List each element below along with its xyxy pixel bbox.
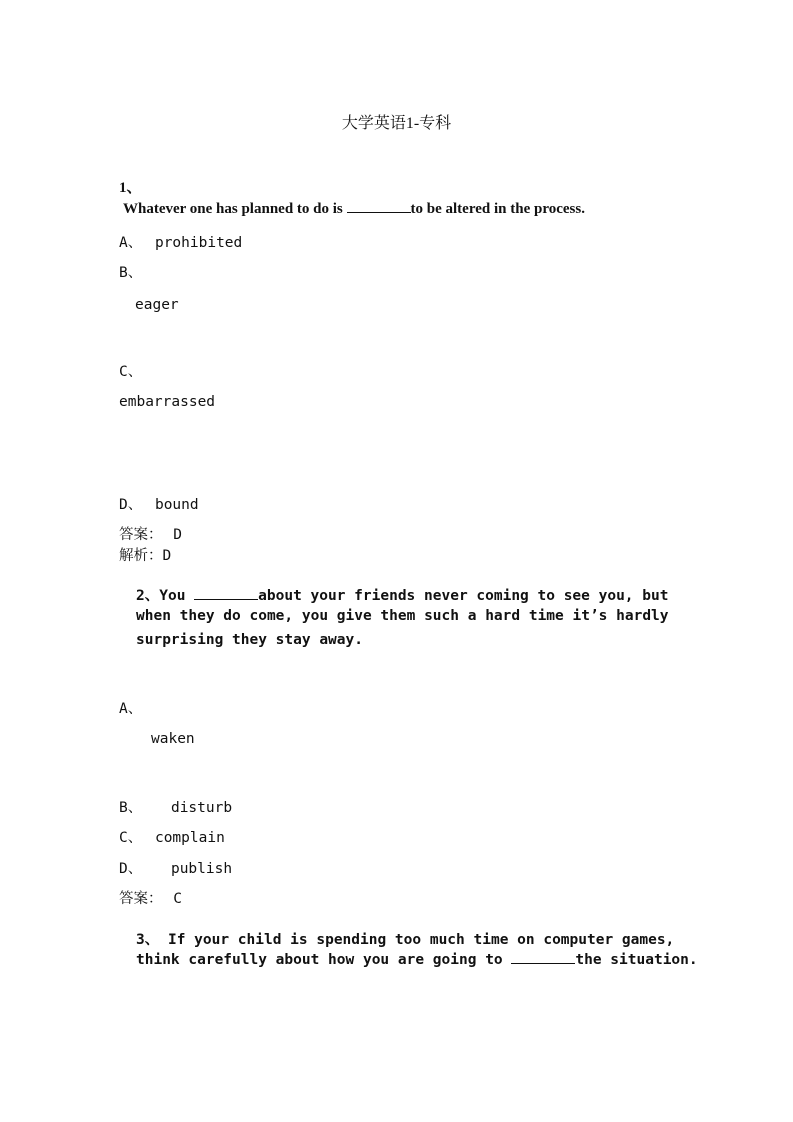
question-1-analysis bbox=[119, 544, 171, 565]
question-2-stem-line-3: surprising they stay away. bbox=[136, 632, 363, 648]
answer-value: D bbox=[173, 527, 182, 543]
option-text: disturb bbox=[170, 800, 233, 816]
option-label: D、 bbox=[119, 861, 143, 877]
answer-value: C bbox=[173, 891, 182, 907]
question-1-option-a bbox=[119, 231, 242, 252]
question-1-stem bbox=[123, 201, 585, 218]
question-1-stem-after: to be altered in the process. bbox=[410, 201, 585, 217]
question-1-option-c-label: C、 bbox=[119, 364, 143, 380]
question-1-option-d bbox=[119, 493, 199, 514]
question-2-option-a-label: A、 bbox=[119, 701, 143, 717]
question-1-option-b-label: B、 bbox=[119, 265, 143, 281]
question-2-option-a-text: waken bbox=[151, 731, 195, 747]
option-label: B、 bbox=[119, 800, 143, 816]
question-3-stem-line-2 bbox=[136, 952, 698, 968]
question-1-answer bbox=[119, 523, 182, 544]
answer-blank bbox=[511, 962, 575, 964]
question-3-stem-after: the situation. bbox=[575, 952, 698, 968]
question-3-stem-line-1: 3、 If your child is spending too much time on computer games, bbox=[136, 932, 675, 948]
question-2-stem-line-1 bbox=[136, 584, 668, 605]
question-1-number: 1、 bbox=[119, 180, 142, 196]
question-2-option-b bbox=[119, 796, 232, 817]
question-1-stem-before: Whatever one has planned to do is bbox=[123, 201, 347, 217]
page-title: 大学英语1-专科 bbox=[341, 115, 452, 132]
question-2-stem-before: 2、You bbox=[136, 588, 195, 604]
option-text: complain bbox=[154, 830, 225, 846]
option-label: D、 bbox=[119, 497, 143, 513]
question-1-option-c-text: embarrassed bbox=[119, 394, 216, 410]
option-text: prohibited bbox=[154, 235, 243, 251]
question-2-stem-after: about your friends never coming to see you, but bbox=[258, 588, 669, 604]
option-text: bound bbox=[154, 497, 199, 513]
answer-label: 答案： bbox=[119, 891, 163, 907]
question-1-option-b-text: eager bbox=[135, 297, 179, 313]
question-3-stem-before: think carefully about how you are going to bbox=[136, 952, 512, 968]
question-2-answer bbox=[119, 887, 182, 908]
question-2-option-c bbox=[119, 826, 225, 847]
option-label: C、 bbox=[119, 830, 143, 846]
analysis-label: 解析： bbox=[119, 548, 163, 564]
option-text: publish bbox=[170, 861, 233, 877]
analysis-value: D bbox=[162, 548, 172, 564]
option-label: A、 bbox=[119, 235, 143, 251]
question-2-option-d bbox=[119, 857, 232, 878]
answer-blank bbox=[194, 598, 258, 600]
question-2-stem-line-2: when they do come, you give them such a hard time it’s hardly bbox=[136, 608, 669, 624]
answer-blank bbox=[347, 211, 411, 213]
answer-label: 答案： bbox=[119, 527, 163, 543]
